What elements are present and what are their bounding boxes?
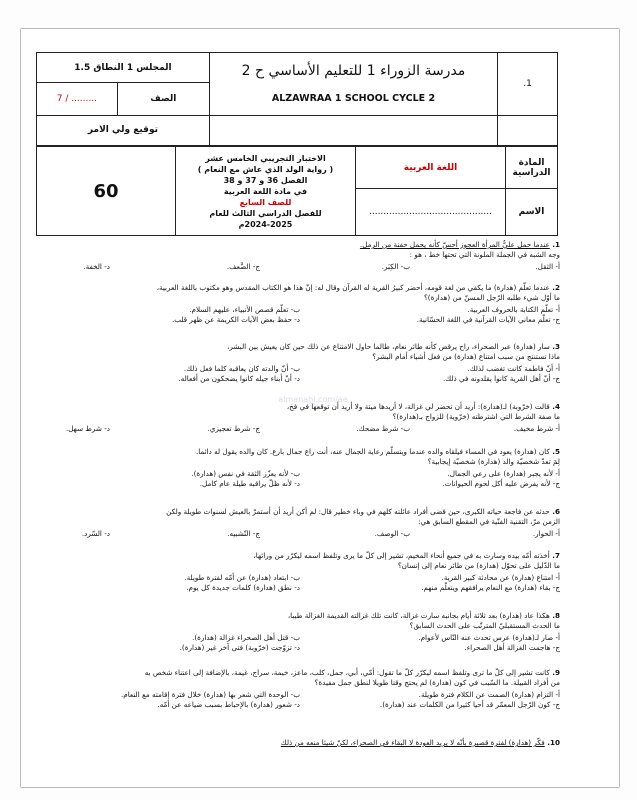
question-2-option-2[interactable]: ب- تعلّم قصص الأنبياء، عليهم السلام. [189,305,300,315]
question-5-option-2[interactable]: ب- لأنه يعزّز الثقة في نفس (هدارة). [191,469,300,479]
question-5-option-3[interactable]: ج- لأنه يفرض عليه أكل لحوم الحيوانات. [442,478,560,488]
question-8-line-2: ما الحدث المستقبليّ المترتّب على الحدث السابق؟ [409,620,560,630]
question-number: 2. [549,283,560,292]
question-number: 7. [549,551,560,560]
question-3-line-2: ماذا تستنتج من سبب امتناع (هدارة) من فعل أشياء أمام البشر؟ [372,351,560,361]
question-1-option-4[interactable]: د- الخفة. [83,262,110,272]
school-name-ar: مدرسة الزوراء 1 للتعليم الأساسي ح 2 [241,63,466,80]
question-6-option-4[interactable]: د- السّرد. [81,529,110,539]
subject-value: اللغة العربية [356,147,506,189]
question-6-option-1[interactable]: أ- الحوار. [532,529,560,539]
question-2-option-1[interactable]: أ- تعلّم الكتابة بالحروف العربية. [467,305,560,315]
question-1-option-1[interactable]: أ- الثقل. [535,262,560,272]
council-label: المجلس 1 النطاق 1.5 [37,53,210,83]
question-7-option-1[interactable]: أ- امتناع (هدارة) عن محادثة كبير القرية. [441,573,560,583]
question-5-option-1[interactable]: أ- لأنه يجبر (هدارة) على رعي الجمال. [447,469,560,479]
question-8-option-1[interactable]: أ- صار لـ(هدارة) عرس تحدث عنه النّاس لأعوام. [418,633,560,643]
question-8-option-3[interactable]: ج- هاجمت الغزالة أهل الصحراء. [464,642,560,652]
question-6-option-2[interactable]: ب- الوصف. [374,529,410,539]
name-label: الاسم [506,189,558,236]
school-name-en: ALZAWRAA 1 SCHOOL CYCLE 2 [271,93,436,105]
question-4-option-1[interactable]: أ- شرط مخيف. [513,424,560,434]
question-4-option-3[interactable]: ج- شرط تعجيزي. [207,424,260,434]
question-1-line-2: وجه الشبه في الجملة الملونة التي تحتها خط ، هو : [409,249,560,259]
subject-label: المادة الدراسية [506,147,558,189]
question-number: 3. [549,342,560,351]
question-6-line-1: 6. حدثه عن فاجعة حياته الكبرى، حين قضى أفراد عائلته كلهم في وباء خطير قال: لم أكن أريد أن أستمرّ بالعيش لسنوات طويلة ولكن [166,507,560,516]
question-number: 6. [549,507,560,516]
question-9-line-2: من أفراد القبيلة. ما السّبب في كون (هدارة) لم يحتج وقتا طويلا لنطق جمل مفيدة؟ [314,677,560,687]
question-6-option-3[interactable]: ج- التّشبيه. [227,529,260,539]
watermark: almanahj.com/ae [278,395,348,404]
question-8-option-4[interactable]: د- تزوّجت (خرّوبة) فتى آخر غير (هدارة). [179,642,300,652]
question-7-option-2[interactable]: ب- ابتعاد (هدارة) عن أمّه لفترة طويلة. [184,573,300,583]
question-number: 5. [549,447,560,456]
question-9-line-1: 9. كانت تشير إلى كلّ ما ترى وتلفظ اسمه ليكرّر كلّ ما تقول: أمّي، أبي، جمل، كلب، ماعز، خيمة، سراج، غيمة، بالإضافة إلى اعتناء شخص به [144,668,560,677]
question-8-line-1: 8. هكذا عاد (هدارة) بعد ثلاثة أيام بجانبه سارت غزالة، كانت تلك غزالته القديمة الغزالة طيبا، [287,611,560,620]
question-number: 8. [549,611,560,620]
question-10-line-1: 10. فكّر (هدارة) لفترة قصيرة بأنّه لا يريد العودة لا البقاء في الصحراء، لكنّ شيئا منعه من ذلك [280,738,560,747]
guardian-signature[interactable]: توقيع ولي الامر [37,115,210,145]
question-2-option-3[interactable]: ج- تعلّم معاني الآيات القرآنية في اللغة الحسّانية. [416,314,560,324]
question-3-line-1: 3. سار (هدارة) عبر الصحراء، راح يرقص كأنه طائر نعام، طالما حاول الامتناع عن ذلك حين كان يعيش بين البشر، [227,342,560,351]
question-9-option-1[interactable]: أ- التزام (هدارة) الصمت عن الكلام فترة طويلة. [418,690,560,700]
exam-info: الاختبار التجريبي الخامس عشر ( رواية الولد الذي عاش مع النعام ) الفصل 36 و 37 و 38 في مادة اللغة العربية للصف السابع للفصل الدراسي الثالث للعام 2024-2025م [176,147,356,236]
score-box: 60 [37,147,176,236]
question-number: 9. [549,668,560,677]
question-9-option-4[interactable]: د- شعور (هدارة) بالإحباط بسبب ضياعه عن أمّه. [157,699,300,709]
class-value[interactable]: ......... / 7 [37,83,118,115]
question-1-option-3[interactable]: ج- الضَّعف. [226,262,260,272]
question-3-option-1[interactable]: أ- أنّ فاطمة كانت تغضب لذلك. [467,364,560,374]
question-4-line-2: ما صفة الشرط التي اشترطته (خرّوبة) للزواج بـ(هدارة)؟ [392,411,560,421]
question-3-option-4[interactable]: د- أنّ أبناء جيله كانوا يضحكون من أفعاله. [178,373,300,383]
question-9-option-3[interactable]: ج- كون الرّجل المعمّر قد أحيا كثيرا من الكلمات عند (هدارة). [379,699,560,709]
question-2-line-2: ما أوّل شيء طلبه الرّجل المسنّ من (هدارة)؟ [423,292,560,302]
question-8-option-2[interactable]: ب- قتل أهل الصحراء غزالة (هدارة). [192,633,300,643]
question-2-line-1: 2. عندما تعلّم (هدارة) ما يكفي من لغة قومه، أحضر كبيرُ القرية له القرآن وقال له: إنّ هذا هو الكتاب المقدس وهو مكتوب باللغة العربية، [156,283,560,292]
question-4-option-4[interactable]: د- شرط سهل. [65,424,110,434]
question-2-option-4[interactable]: د- حفظ بعض الآيات الكريمة عن ظهر قلب. [171,314,300,324]
name-field[interactable]: ........................................... [356,189,506,236]
question-number: 1. [549,240,560,249]
question-7-option-3[interactable]: ج- بقاء (هدارة) مع النعام يرافقهم ويتعلّم منهم. [421,582,560,592]
question-5-line-1: 5. كان (هدارة) يعود في المساء فيلقاه والده عندما ويتسلّم رعاية الجمال عنه، أنت راع جمال بارع. كان والده يقول له دائما. [195,447,560,456]
question-5-option-4[interactable]: د- لأنه ظلّ يراقبه طيلة عام كامل. [199,478,300,488]
question-4-option-2[interactable]: ب- شرط مضحك. [356,424,410,434]
question-4-line-1: 4. قالت (خرّوبة) لـ(هدارة): أريد أن تحضر لي غزالة، لا أريدها ميتة ولا أريد أن توقعها في فخ، [286,402,560,411]
header-table-bottom [36,146,558,236]
question-7-line-1: 7. أخذته أمّه بيده وسارت به في جميع أنحاء المخيم، تشير إلى كلّ ما يرى وتلفظ اسمه ليكرّر من ورائها، [253,551,560,560]
question-3-option-3[interactable]: ج- أنّ أهل القرية كانوا يقلدونه في ذلك. [443,373,560,383]
question-3-option-2[interactable]: ب- أنّ والدته كان يعاقبه كلما فعل ذلك. [183,364,300,374]
question-5-line-2: لِمَ تعدّ شخصيّة والد (هدارة) شخصيّة إيجابية؟ [427,456,560,466]
question-7-option-4[interactable]: د- نطق (هدارة) كلمات جديدة كل يوم. [186,582,300,592]
school-name-cell [209,53,497,116]
school-number: 1. [498,53,558,116]
question-1-option-2[interactable]: ب- الكِبَر. [381,262,410,272]
question-number: 4. [549,402,560,411]
question-9-option-2[interactable]: ب- الوحدة التي شعر بها (هدارة) خلال فترة إقامته مع النعام. [120,690,300,700]
question-6-line-2: الزمن مرّ، التقنية الفنّية في المقطع السابق هي: [418,516,560,526]
header-table-top [36,52,558,146]
question-number: 10. [544,738,560,747]
question-1-line-1: 1. عندما حمل عليٌّ المرأة العجوز أحسّ كأنه يحمل حفنة من الرمل. [359,240,560,249]
question-7-line-2: ما الدّليل على تحوّل (هدارة) من طائر نعام إلى إنسان؟ [397,560,560,570]
class-label: الصف [117,83,209,115]
